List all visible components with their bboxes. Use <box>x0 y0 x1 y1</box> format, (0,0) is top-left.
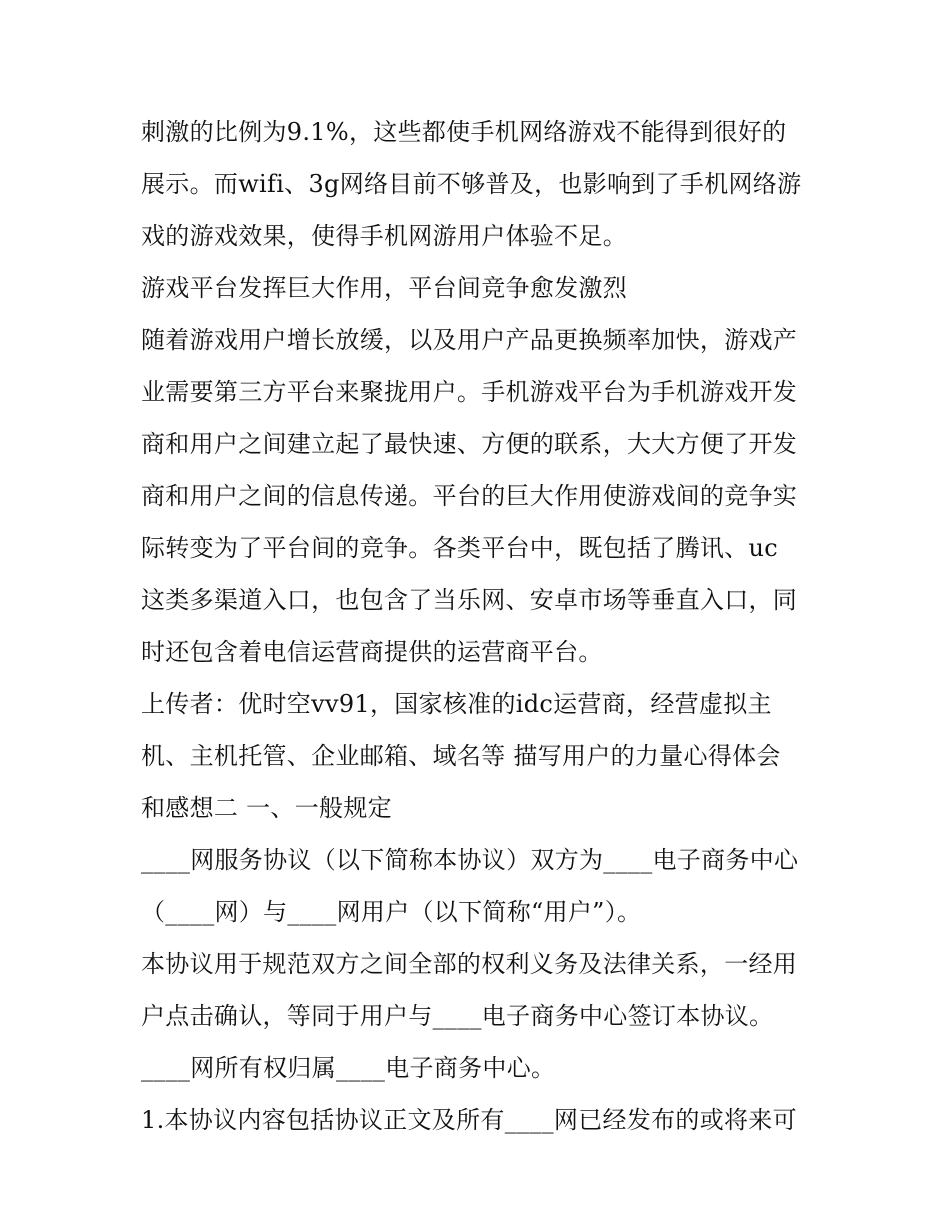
text-line: 机、主机托管、企业邮箱、域名等 描写用户的力量心得体会 <box>141 742 781 770</box>
text-line: 戏的游戏效果，使得手机网游用户体验不足。 <box>141 222 627 250</box>
text-line: 本协议用于规范双方之间全部的权利义务及法律关系，一经用 <box>141 950 798 978</box>
text-line: 随着游戏用户增长放缓，以及用户产品更换频率加快，游戏产 <box>141 326 798 354</box>
text-line: ____网所有权归属____电子商务中心。 <box>141 1054 556 1082</box>
text-line: 这类多渠道入口，也包含了当乐网、安卓市场等垂直入口，同 <box>141 586 798 614</box>
text-line: 展示。而wifi、3g网络目前不够普及，也影响到了手机网络游 <box>141 170 802 198</box>
section-heading: 和感想二 一、一般规定 <box>141 794 392 822</box>
text-line: 商和用户之间的信息传递。平台的巨大作用使游戏间的竞争实 <box>141 482 798 510</box>
text-line: 户点击确认，等同于用户与____电子商务中心签订本协议。 <box>141 1002 774 1030</box>
text-line: ____网服务协议（以下简称本协议）双方为____电子商务中心 <box>141 846 799 874</box>
text-line: 刺激的比例为9.1%，这些都使手机网络游戏不能得到很好的 <box>141 118 787 146</box>
text-line: 商和用户之间建立起了最快速、方便的联系，大大方便了开发 <box>141 430 798 458</box>
document-body <box>141 106 821 1146</box>
text-line: 1.本协议内容包括协议正文及所有____网已经发布的或将来可 <box>141 1106 797 1134</box>
section-heading: 游戏平台发挥巨大作用，平台间竞争愈发激烈 <box>141 274 627 302</box>
text-line: 际转变为了平台间的竞争。各类平台中，既包括了腾讯、uc <box>141 534 778 562</box>
text-line: 时还包含着电信运营商提供的运营商平台。 <box>141 638 603 666</box>
text-line: 业需要第三方平台来聚拢用户。手机游戏平台为手机游戏开发 <box>141 378 798 406</box>
text-line: （____网）与____网用户（以下简称“用户”）。 <box>141 898 642 926</box>
text-line: 上传者：优时空vv91，国家核准的idc运营商，经营虚拟主 <box>141 690 772 718</box>
